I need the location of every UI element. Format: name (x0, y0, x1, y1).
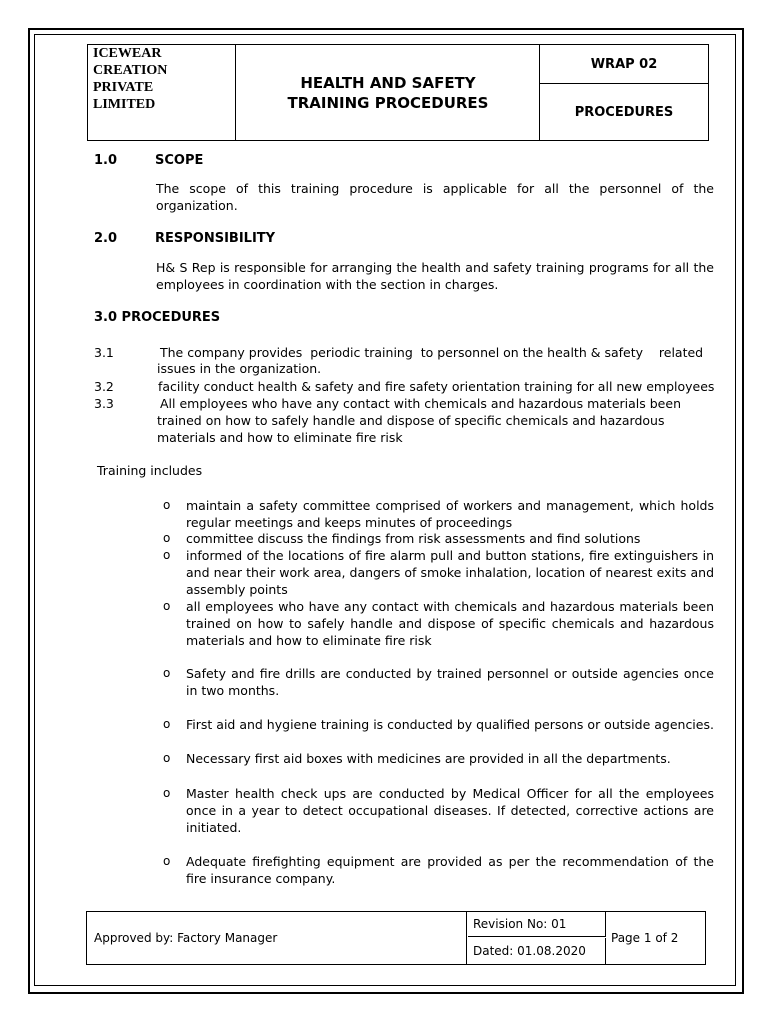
bullet-marker: o (163, 854, 171, 868)
bullet-marker: o (163, 666, 171, 680)
procedure-number: 3.3 (94, 396, 114, 411)
company-name (88, 45, 236, 140)
company-line: ICEWEAR (93, 46, 162, 61)
responsibility-heading: RESPONSIBILITY (155, 231, 276, 246)
bullet-marker: o (163, 531, 171, 545)
company-line: CREATION (93, 63, 168, 78)
procedure-text: issues in the organization. (157, 361, 322, 376)
training-item: all employees who have any contact with chemicals and hazardous materials been trained on how to safely handle and dispose of specific chemicals and hazardous materials and how to eliminate fire risk (186, 599, 714, 648)
procedure-number: 3.1 (94, 345, 114, 360)
bullet-marker: o (163, 599, 171, 613)
training-intro: Training includes (97, 463, 203, 478)
responsibility-text: H& S Rep is responsible for arranging the health and safety training programs for all the employees in coordination with the section in charges. (156, 260, 714, 292)
scope-number: 1.0 (94, 153, 118, 168)
bullet-marker: o (163, 786, 171, 800)
training-item: maintain a safety committee comprised of workers and management, which holds regular meetings and keeps minutes of proceedings (186, 498, 714, 530)
scope-heading: SCOPE (155, 153, 204, 168)
responsibility-number: 2.0 (94, 231, 118, 246)
training-item: committee discuss the findings from risk assessments and find solutions (186, 531, 641, 546)
procedure-number: 3.2 (94, 379, 114, 394)
training-item: Necessary first aid boxes with medicines are provided in all the departments. (186, 751, 671, 766)
training-item: Safety and fire drills are conducted by trained personnel or outside agencies once in two months. (186, 666, 714, 698)
training-item: Adequate firefighting equipment are provided as per the recommendation of the fire insurance company. (186, 854, 714, 886)
document-title (237, 45, 540, 140)
document-code: WRAP 02 (540, 45, 708, 84)
page-number: Page 1 of 2 (611, 931, 679, 945)
training-item: First aid and hygiene training is conducted by qualified persons or outside agencies. (186, 717, 714, 732)
training-item: informed of the locations of fire alarm pull and button stations, fire extinguishers in and near their work area, dangers of smoke inhalation, location of nearest exits and assembly points (186, 548, 714, 597)
title-line-2: TRAINING PROCEDURES (287, 93, 489, 112)
footer-table (86, 911, 706, 965)
procedure-text: All employees who have any contact with chemicals and hazardous materials been (160, 396, 681, 411)
bullet-marker: o (163, 548, 171, 562)
procedures-heading: 3.0 PROCEDURES (94, 310, 221, 325)
document-type: PROCEDURES (574, 104, 674, 120)
title-line-1: HEALTH AND SAFETY (300, 73, 476, 92)
training-item: Master health check ups are conducted by Medical Officer for all the employees once in a year to detect occupational diseases. If detected, corrective actions are initiated. (186, 786, 714, 835)
company-line: PRIVATE (93, 80, 154, 95)
bullet-marker: o (163, 498, 171, 512)
scope-text: The scope of this training procedure is applicable for all the personnel of the organization. (156, 181, 714, 213)
approved-by: Approved by: Factory Manager (87, 912, 467, 964)
revision-number: Revision No: 01 (468, 912, 606, 937)
bullet-marker: o (163, 751, 171, 765)
procedure-text: facility conduct health & safety and fire safety orientation training for all new employees (158, 379, 715, 394)
date-field: Dated: 01.08.2020 (468, 938, 606, 964)
procedure-text: materials and how to eliminate fire risk (157, 430, 403, 445)
bullet-marker: o (163, 717, 171, 731)
procedure-text: trained on how to safely handle and dispose of specific chemicals and hazardous (157, 413, 665, 428)
header-table (87, 44, 709, 141)
company-line: LIMITED (93, 97, 156, 112)
procedure-text: The company provides periodic training to personnel on the health & safety related (160, 345, 704, 360)
